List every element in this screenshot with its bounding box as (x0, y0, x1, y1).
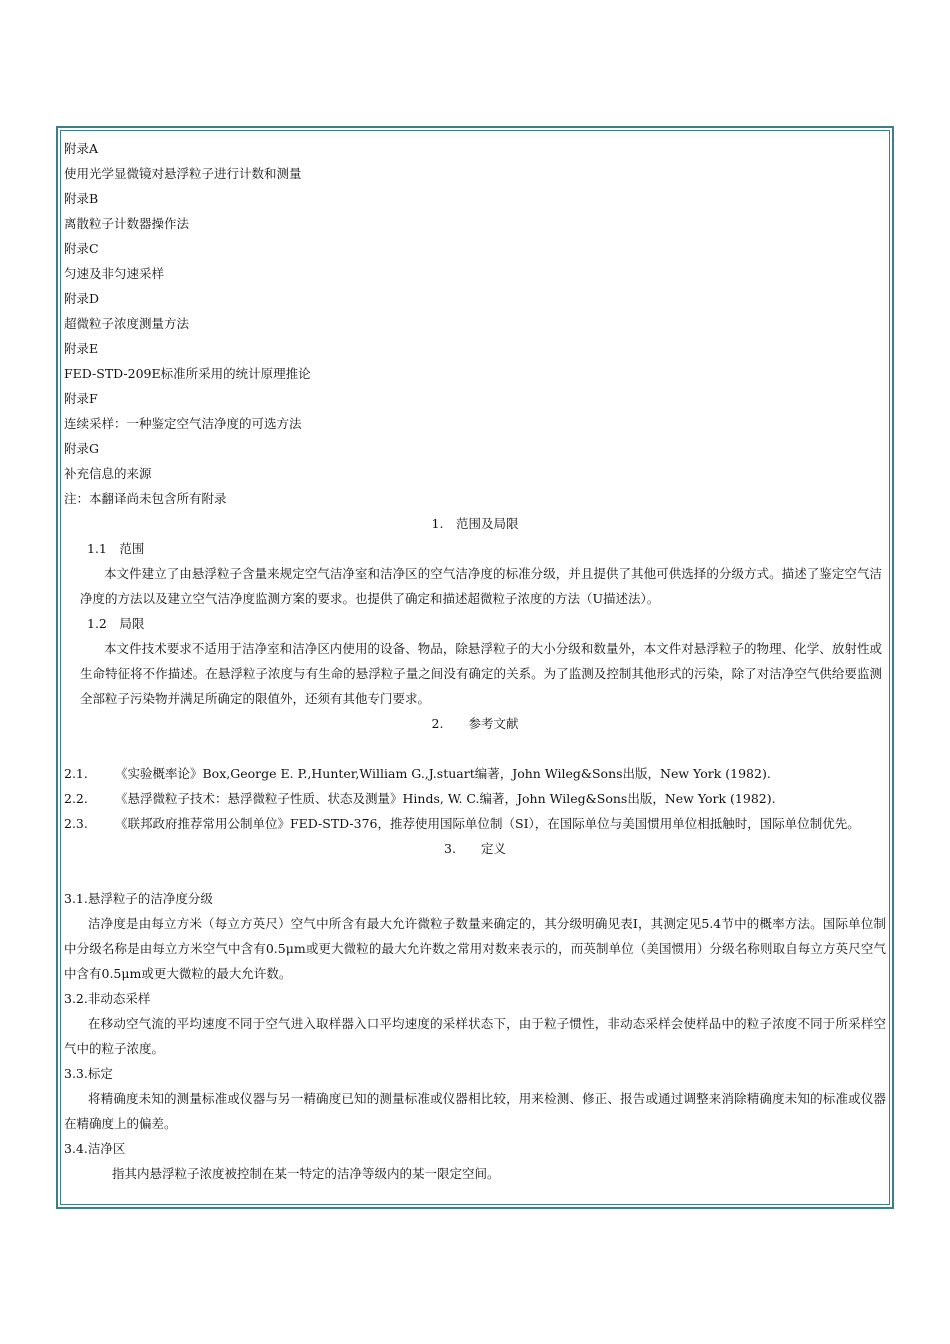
appendix-title: 使用光学显微镜对悬浮粒子进行计数和测量 (64, 166, 302, 181)
reference-number: 2.3. (64, 816, 88, 831)
appendix-label: 附录F (64, 391, 98, 406)
appendix-title: 离散粒子计数器操作法 (64, 216, 190, 231)
section-heading: 3. 定义 (444, 841, 506, 856)
reference-number: 2.2. (64, 791, 88, 806)
subsection-body (64, 636, 886, 711)
definition-heading: 3.1.悬浮粒子的洁净度分级 (64, 891, 213, 906)
definition-text: 指其内悬浮粒子浓度被控制在某一特定的洁净等级内的某一限定空间。 (112, 1166, 500, 1181)
appendix-title: 补充信息的来源 (64, 466, 152, 481)
definition-heading: 3.3.标定 (64, 1066, 113, 1081)
reference-item (64, 761, 886, 786)
subsection-heading: 1.2 局限 (87, 616, 145, 631)
reference-text: 《实验概率论》Box,George E. P.,Hunter,William G.,J.stuart编著，John Wileg&Sons出版，New York (1982). (115, 766, 771, 781)
document-content (64, 136, 886, 1186)
translation-note: 注：本翻译尚未包含所有附录 (64, 491, 227, 506)
appendix-title: 超微粒子浓度测量方法 (64, 316, 190, 331)
paragraph: 本文件建立了由悬浮粒子含量来规定空气洁净室和洁净区的空气洁净度的标准分级，并且提供了其他可供选择的分级方式。描述了鉴定空气洁净度的方法以及建立空气洁净度监测方案的要求。也提供了确定和描述超微粒子浓度的方法（U描述法）。 (80, 566, 882, 606)
reference-text: 《联邦政府推荐常用公制单位》FED-STD-376，推荐使用国际单位制（SI），在国际单位与美国惯用单位相抵触时，国际单位制优先。 (115, 816, 860, 831)
appendix-label: 附录E (64, 341, 99, 356)
definition-heading: 3.2.非动态采样 (64, 991, 151, 1006)
definition-heading: 3.4.洁净区 (64, 1141, 126, 1156)
section-references (64, 711, 886, 836)
appendix-label: 附录D (64, 291, 100, 306)
section-scope (64, 511, 886, 711)
definition-text: 洁净度是由每立方米（每立方英尺）空气中所含有最大允许微粒子数量来确定的，其分级明确见表Ⅰ，其测定见5.4节中的概率方法。国际单位制中分级名称是由每立方米空气中含有0.5μm或更大微粒的最大允许数之常用对数来表示的，而英制单位（美国惯用）分级名称则取自每立方英尺空气中含有0.5μm或更大微粒的最大允许数。 (64, 916, 886, 981)
appendix-label: 附录G (64, 441, 99, 456)
section-heading: 1. 范围及局限 (431, 516, 519, 531)
spacer (64, 861, 886, 886)
appendix-title: 连续采样：一种鉴定空气洁净度的可选方法 (64, 416, 302, 431)
appendix-label: 附录B (64, 191, 99, 206)
paragraph: 本文件技术要求不适用于洁净室和洁净区内使用的设备、物品，除悬浮粒子的大小分级和数量外，本文件对悬浮粒子的物理、化学、放射性或生命特征将不作描述。在悬浮粒子浓度与有生命的悬浮粒子量之间没有确定的关系。为了监测及控制其他形式的污染，除了对洁净空气供给要监测全部粒子污染物并满足所确定的限值外，还须有其他专门要求。 (80, 641, 882, 706)
spacer (64, 736, 886, 761)
definition-text: 在移动空气流的平均速度不同于空气进入取样器入口平均速度的采样状态下，由于粒子惯性，非动态采样会使样品中的粒子浓度不同于所采样空气中的粒子浓度。 (64, 1016, 886, 1056)
section-definitions (64, 836, 886, 1186)
section-heading: 2. 参考文献 (431, 716, 519, 731)
reference-text: 《悬浮微粒子技术：悬浮微粒子性质、状态及测量》Hinds, W. C.编著，John Wileg&Sons出版，New York (1982). (115, 791, 776, 806)
definition-text: 将精确度未知的测量标准或仪器与另一精确度已知的测量标准或仪器相比较，用来检测、修正、报告或通过调整来消除精确度未知的标准或仪器在精确度上的偏差。 (64, 1091, 886, 1131)
reference-item (64, 811, 886, 836)
appendix-label: 附录C (64, 241, 99, 256)
reference-item (64, 786, 886, 811)
reference-number: 2.1. (64, 766, 88, 781)
subsection-body (64, 561, 886, 611)
document-frame (56, 126, 894, 1209)
appendix-title: FED-STD-209E标准所采用的统计原理推论 (64, 366, 311, 381)
appendix-label: 附录A (64, 141, 99, 156)
appendix-list (64, 136, 886, 511)
subsection-heading: 1.1 范围 (87, 541, 145, 556)
appendix-title: 匀速及非匀速采样 (64, 266, 165, 281)
